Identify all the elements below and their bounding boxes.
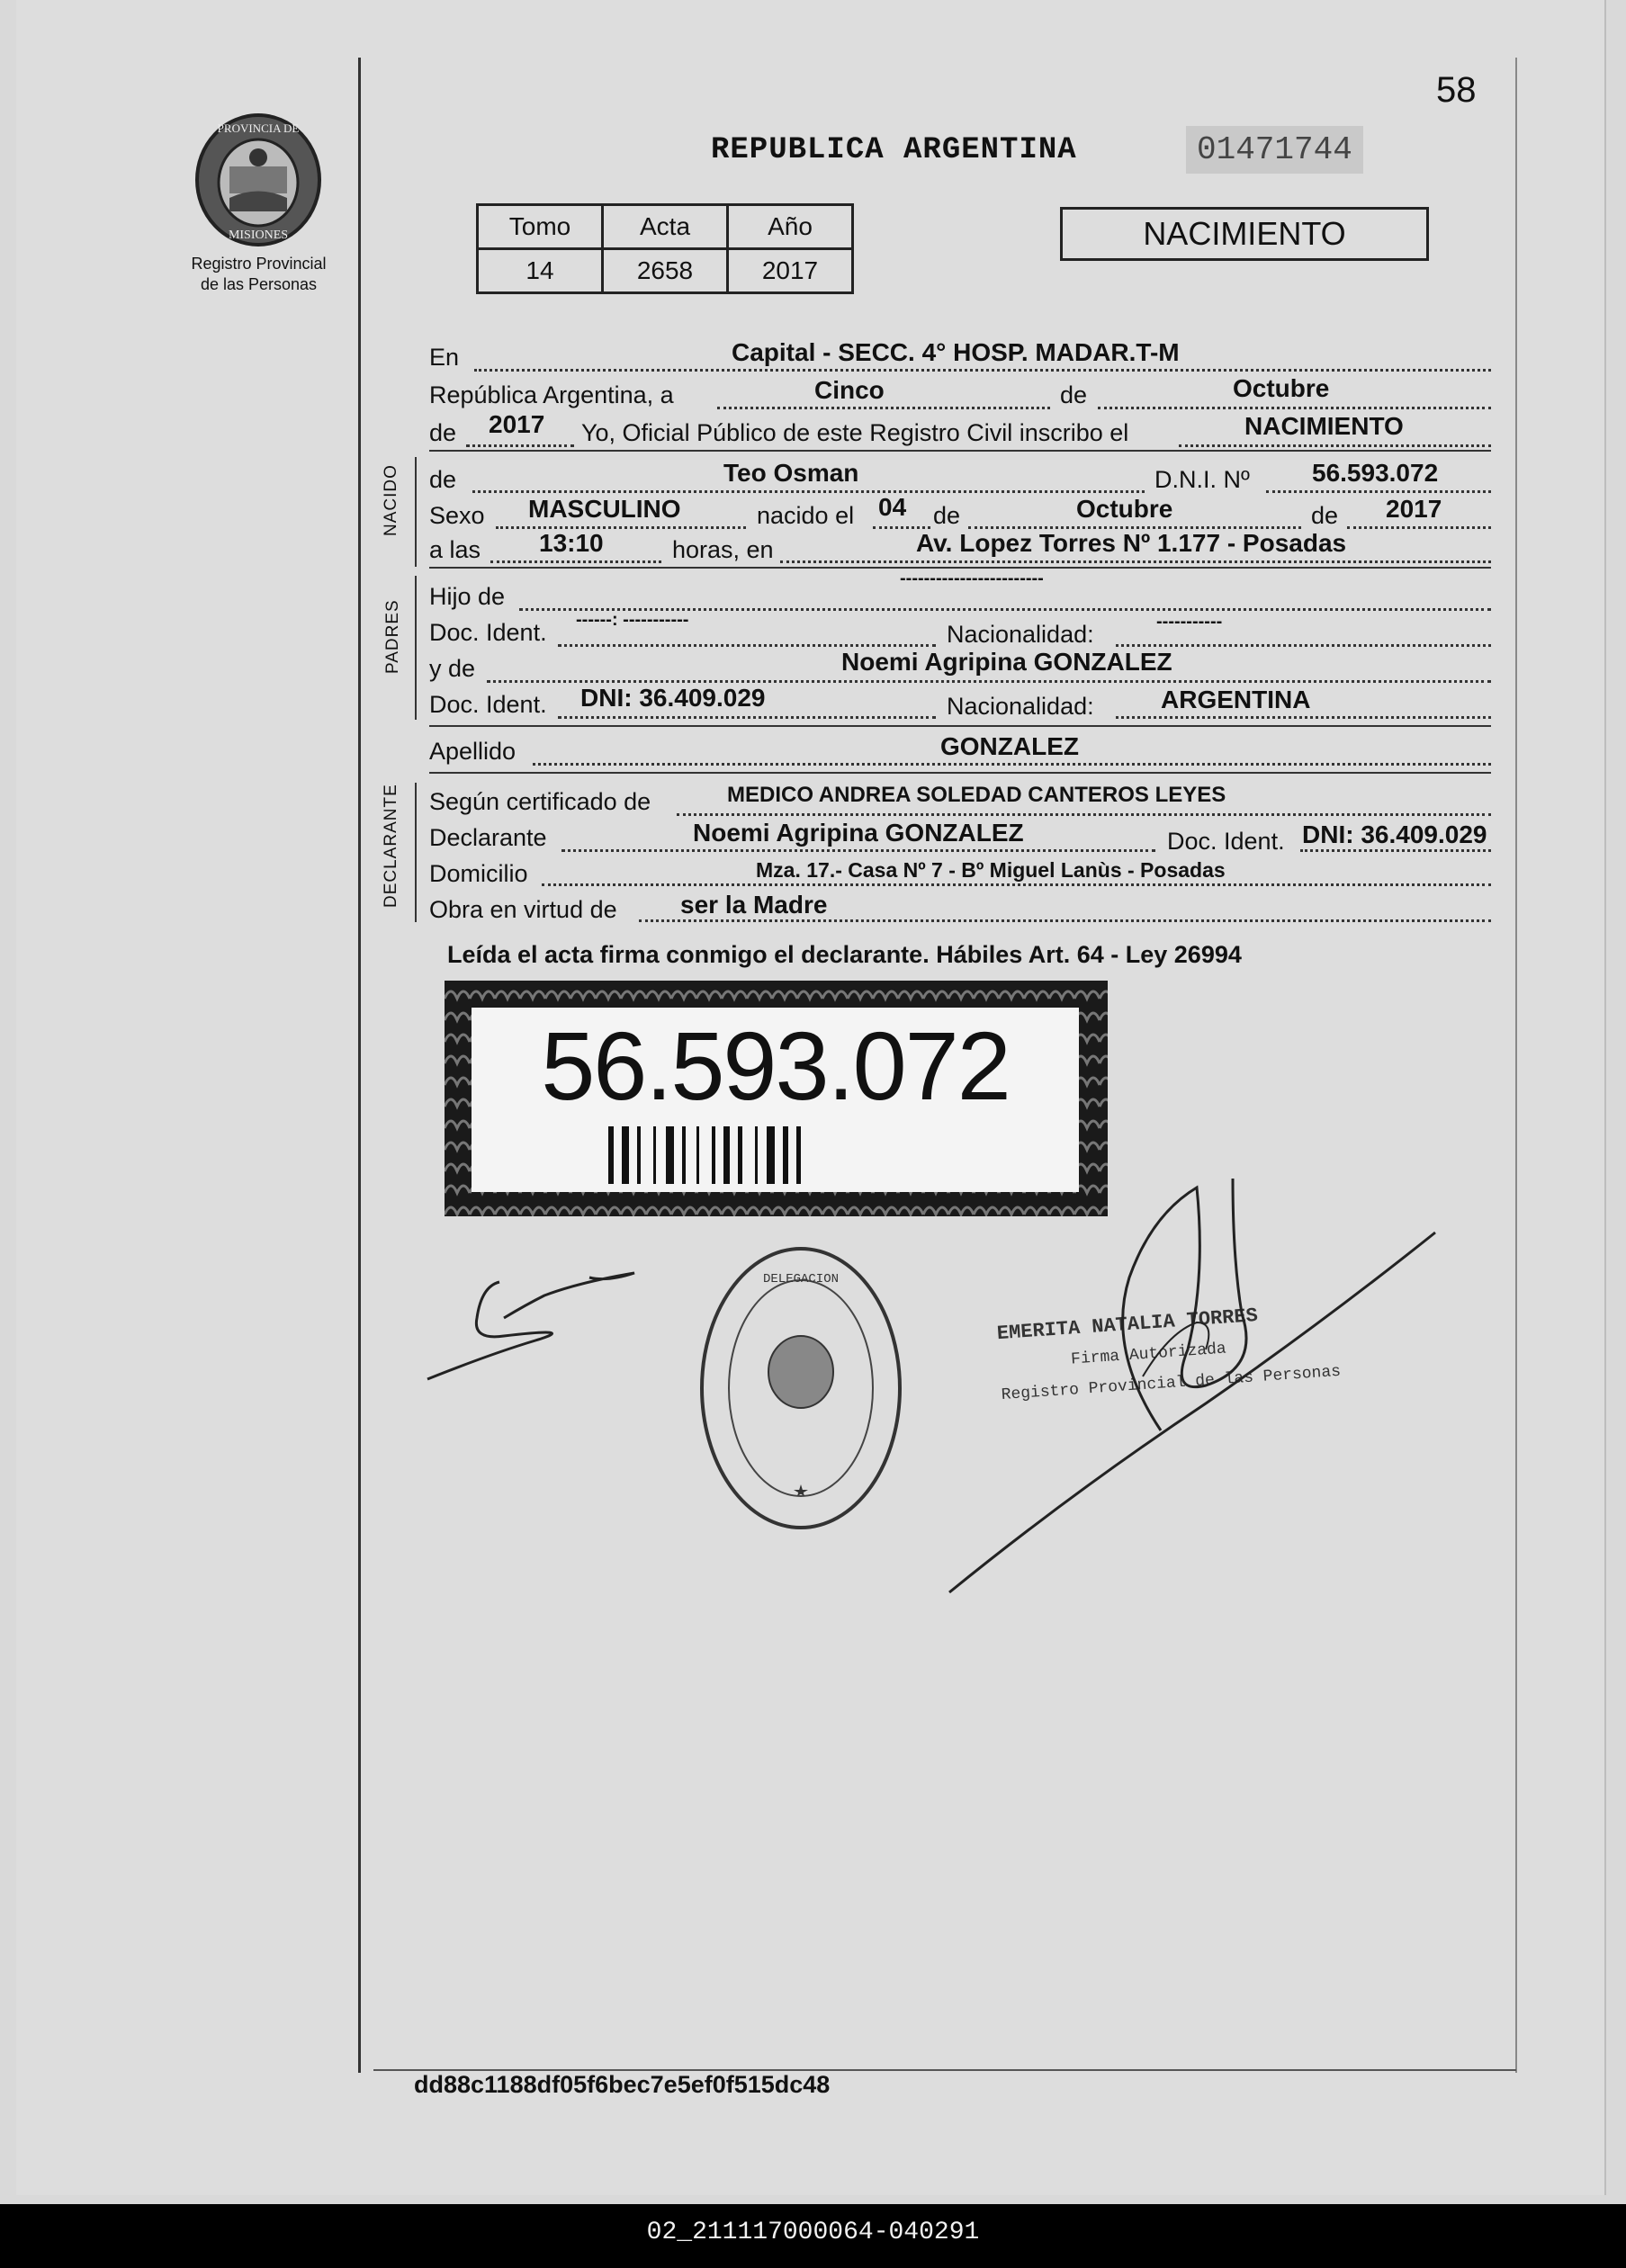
record-table — [476, 203, 854, 294]
hijo-de-label: Hijo de — [429, 583, 506, 610]
record-value-tomo: 14 — [478, 249, 603, 293]
cert-label: Según certificado de — [429, 788, 651, 815]
signature-left — [418, 1255, 643, 1385]
barcode-bar — [682, 1126, 686, 1184]
declarante-doc: DNI: 36.409.029 — [1302, 820, 1487, 848]
child-name: Teo Osman — [723, 459, 859, 487]
cert-value: MEDICO ANDREA SOLEDAD CANTEROS LEYES — [727, 783, 1226, 807]
record-type-box: NACIMIENTO — [1060, 207, 1429, 261]
dotted-line — [1116, 644, 1491, 647]
birth-year: 2017 — [1386, 495, 1442, 523]
inscribo-label: Yo, Oficial Público de este Registro Civil inscribo el — [581, 419, 1129, 446]
birth-place: Av. Lopez Torres Nº 1.177 - Posadas — [916, 529, 1347, 557]
dotted-line — [717, 407, 1050, 409]
signature-right — [936, 1170, 1440, 1601]
y-de-label: y de — [429, 655, 476, 682]
record-value-anio: 2017 — [728, 249, 853, 293]
dotted-line — [466, 444, 574, 447]
dotted-line — [496, 526, 746, 529]
scan-footer — [0, 2204, 1626, 2268]
dotted-line — [474, 369, 1491, 372]
dotted-line — [1300, 849, 1491, 852]
page-number: 58 — [1436, 70, 1477, 110]
signer-office: Registro Provincial de las Personas — [1001, 1362, 1342, 1405]
section-bar — [415, 457, 417, 567]
declarante-doc-label: Doc. Ident. — [1167, 828, 1285, 855]
nacido-el-label: nacido el — [757, 502, 855, 529]
dotted-line — [1266, 490, 1491, 493]
barcode-bar — [783, 1126, 788, 1184]
barcode-bar — [712, 1126, 715, 1184]
nacido-de-label3: de — [1311, 502, 1339, 529]
dotted-line — [490, 560, 661, 563]
mother-name: Noemi Agripina GONZALEZ — [841, 648, 1172, 676]
birth-month: Octubre — [1076, 495, 1173, 523]
month-value: Octubre — [1233, 374, 1330, 402]
barcode-bar — [755, 1126, 758, 1184]
dotted-line — [677, 813, 1491, 816]
dotted-line — [542, 883, 1491, 886]
record-header-acta: Acta — [603, 205, 728, 249]
document-hash: dd88c1188df05f6bec7e5ef0f515dc48 — [414, 2071, 831, 2098]
seal-caption-line2: de las Personas — [200, 275, 318, 293]
section-rule — [429, 772, 1491, 774]
en-label: En — [429, 344, 460, 371]
declarante-value: Noemi Agripina GONZALEZ — [693, 819, 1024, 847]
year-value: 2017 — [489, 410, 545, 438]
barcode-bar — [738, 1126, 742, 1184]
birth-day: 04 — [878, 493, 907, 521]
day-value: Cinco — [814, 376, 885, 404]
section-rule — [429, 725, 1491, 727]
apellido-label: Apellido — [429, 738, 517, 765]
record-value-acta: 2658 — [603, 249, 728, 293]
dotted-line — [472, 490, 1145, 493]
republica-label: República Argentina, a — [429, 381, 674, 408]
inscribo-value: NACIMIENTO — [1244, 412, 1404, 440]
seal-caption-line1: Registro Provincial — [191, 255, 327, 273]
dotted-line — [1116, 716, 1491, 719]
child-dni: 56.593.072 — [1312, 459, 1439, 487]
barcode-bar — [608, 1126, 614, 1184]
svg-text:MISIONES: MISIONES — [228, 229, 289, 242]
father-doc-label: Doc. Ident. — [429, 619, 547, 646]
dotted-line — [780, 560, 1491, 563]
barcode-bar — [622, 1126, 629, 1184]
dotted-line — [558, 716, 936, 719]
left-margin-line — [358, 58, 361, 2073]
father-name: ------------------------ — [900, 569, 1044, 588]
dotted-line — [1179, 444, 1491, 447]
record-header-tomo: Tomo — [478, 205, 603, 249]
barcode-bar — [796, 1126, 801, 1184]
svg-text:PROVINCIA DE: PROVINCIA DE — [217, 121, 300, 135]
en-value: Capital - SECC. 4° HOSP. MADAR.T-M — [732, 338, 1180, 366]
domicilio-value: Mza. 17.- Casa Nº 7 - Bº Miguel Lanùs - Posadas — [756, 858, 1226, 882]
domicilio-label: Domicilio — [429, 860, 528, 887]
section-bar — [415, 576, 417, 720]
province-seal-icon — [193, 112, 324, 247]
signer-title: Firma Autorizada — [1070, 1340, 1227, 1369]
dotted-line — [1098, 407, 1491, 409]
footer-note: Leída el acta firma conmigo el declarante. Hábiles Art. 64 - Ley 26994 — [447, 941, 1242, 968]
de-label: de — [1060, 381, 1088, 408]
mother-doc: DNI: 36.409.029 — [580, 684, 766, 712]
dotted-line — [1347, 526, 1491, 529]
barcode-bar — [666, 1126, 674, 1184]
seal-caption — [166, 254, 351, 295]
right-margin-line — [1515, 58, 1517, 2073]
obra-value: ser la Madre — [680, 891, 828, 919]
barcode-bar — [637, 1126, 641, 1184]
document-title: REPUBLICA ARGENTINA — [711, 133, 1077, 167]
section-rule — [429, 450, 1491, 452]
father-nac-label: Nacionalidad: — [947, 621, 1094, 648]
barcode-bar — [653, 1126, 656, 1184]
nacido-de-label2: de — [933, 502, 961, 529]
mother-doc-label: Doc. Ident. — [429, 691, 547, 718]
nacido-de-label: de — [429, 466, 457, 493]
dni-sticker-inner — [472, 1008, 1079, 1192]
barcode-bar — [723, 1126, 730, 1184]
scan-id: 02_211117000064-040291 — [646, 2219, 980, 2246]
svg-text:DELEGACION: DELEGACION — [762, 1272, 840, 1286]
father-nationality: ----------- — [1156, 612, 1223, 632]
dni-label: D.N.I. Nº — [1154, 466, 1250, 493]
barcode-bar — [767, 1126, 775, 1184]
sexo-label: Sexo — [429, 502, 485, 529]
dotted-line — [639, 919, 1491, 922]
nacido-section-label: NACIDO — [382, 464, 400, 536]
birth-time: 13:10 — [539, 529, 604, 557]
declarante-label: Declarante — [429, 824, 547, 851]
dotted-line — [487, 680, 1491, 683]
signer-name: EMERITA NATALIA TORRES — [996, 1304, 1259, 1346]
child-sex: MASCULINO — [528, 495, 681, 523]
section-bar — [415, 783, 417, 922]
de2-label: de — [429, 419, 457, 446]
serial-number: 01471744 — [1186, 126, 1363, 174]
delegation-stamp — [693, 1237, 909, 1538]
mother-nac-label: Nacionalidad: — [947, 693, 1094, 720]
obra-label: Obra en virtud de — [429, 896, 617, 923]
dotted-line — [561, 849, 1155, 852]
declarante-section-label: DECLARANTE — [382, 784, 400, 908]
dotted-line — [558, 644, 936, 647]
barcode-bar — [696, 1126, 699, 1184]
record-header-anio: Año — [728, 205, 853, 249]
a-las-label: a las — [429, 536, 481, 563]
dni-sticker-number: 56.593.072 — [541, 1011, 1010, 1120]
padres-section-label: PADRES — [383, 599, 402, 674]
dotted-line — [533, 763, 1491, 766]
mother-nationality: ARGENTINA — [1161, 686, 1311, 713]
apellido-value: GONZALEZ — [940, 732, 1079, 760]
horas-label: horas, en — [672, 536, 774, 563]
father-doc: ------: ----------- — [576, 610, 689, 630]
